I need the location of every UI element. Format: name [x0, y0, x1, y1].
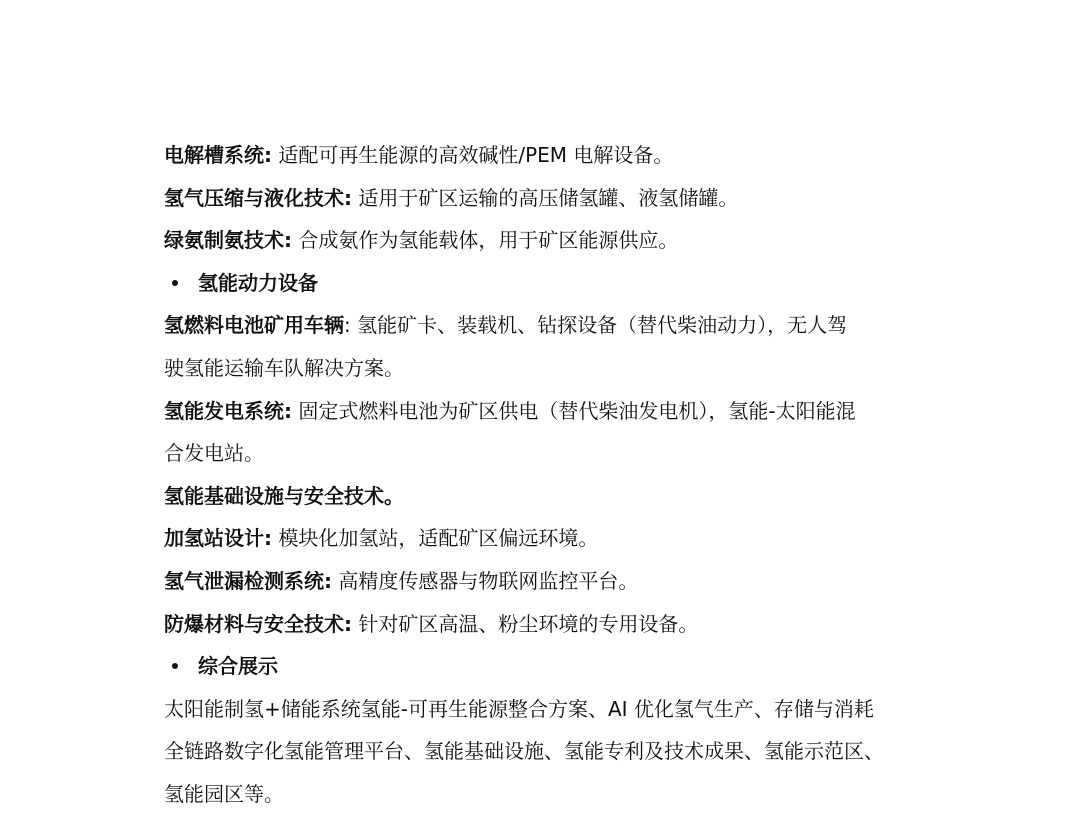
item-term: 防爆材料与安全技术:: [164, 611, 352, 636]
item-green-ammonia: [164, 219, 944, 262]
item-compression-liquefaction: [164, 177, 944, 220]
bullet-power-equipment: [164, 262, 944, 305]
item-refueling-station: [164, 517, 944, 560]
item-power-generation: [164, 390, 944, 433]
item-term: 氢能发电系统:: [164, 398, 292, 423]
item-desc: 适用于矿区运输的高压储氢罐、液氢储罐。: [358, 185, 739, 210]
item-fuel-cell-vehicles-cont: [164, 347, 944, 390]
bullet-dot-icon: [172, 280, 178, 286]
showcase-text-line: 氢能园区等。: [164, 781, 284, 806]
bullet-label: 综合展示: [198, 654, 278, 679]
item-fuel-cell-vehicles: [164, 304, 944, 347]
item-desc: 固定式燃料电池为矿区供电（替代柴油发电机），氢能-太阳能混: [298, 398, 856, 423]
item-power-generation-cont: [164, 432, 944, 475]
bullet-label: 氢能动力设备: [198, 270, 318, 295]
item-desc: 模块化加氢站，适配矿区偏远环境。: [278, 526, 599, 551]
item-desc: 合成氨作为氢能载体，用于矿区能源供应。: [298, 228, 679, 253]
item-desc: 高精度传感器与物联网监控平台。: [338, 568, 639, 593]
item-electrolyzer: [164, 134, 944, 177]
item-desc: : 氢能矿卡、装载机、钻探设备（替代柴油动力），无人驾: [344, 313, 848, 338]
item-term: 电解槽系统:: [164, 143, 272, 167]
item-term: 氢气压缩与液化技术:: [164, 185, 352, 210]
item-desc-cont: 合发电站。: [164, 441, 264, 466]
section-heading-infrastructure: 氢能基础设施与安全技术。: [164, 483, 404, 508]
document-body: [164, 134, 944, 816]
item-explosion-proof: [164, 603, 944, 646]
item-desc: 适配可再生能源的高效碱性/PEM 电解设备。: [278, 143, 674, 167]
item-term: 氢燃料电池矿用车辆: [164, 313, 344, 338]
item-desc-cont: 驶氢能运输车队解决方案。: [164, 355, 404, 380]
item-desc: 针对矿区高温、粉尘环境的专用设备。: [358, 611, 699, 636]
item-term: 氢气泄漏检测系统:: [164, 568, 332, 593]
bullet-dot-icon: [172, 663, 178, 669]
showcase-text-line: 全链路数字化氢能管理平台、氢能基础设施、氢能专利及技术成果、氢能示范区、: [164, 739, 884, 764]
item-term: 加氢站设计:: [164, 526, 272, 551]
item-term: 绿氨制氨技术:: [164, 228, 292, 253]
item-leak-detection: [164, 560, 944, 603]
showcase-text-line: 太阳能制氢+储能系统氢能-可再生能源整合方案、AI 优化氢气生产、存储与消耗: [164, 696, 874, 721]
bullet-showcase: [164, 645, 944, 688]
